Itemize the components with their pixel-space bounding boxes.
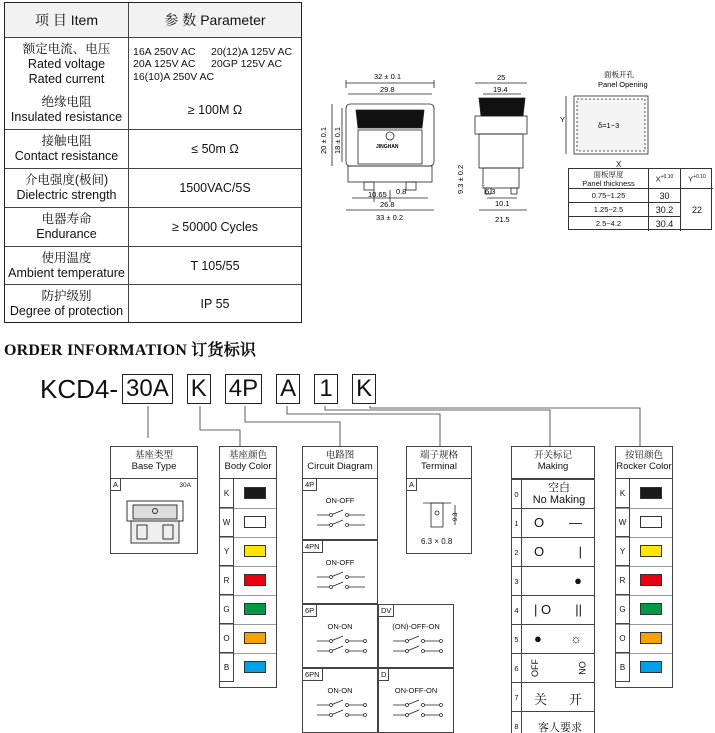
circuit-code: 4P [303,479,317,491]
front-view-drawing [312,70,472,230]
panel-x-label: X [616,160,622,169]
head-x-text: X [655,174,661,184]
color-code: Y [220,537,234,566]
circuit-option [378,604,454,668]
circuit-label: ON-OFF-ON [394,686,438,695]
dim-text: 9.3 ± 0.2 [456,164,465,194]
making-row [512,595,594,624]
making-head [512,447,594,479]
spec-row [5,129,301,168]
rocker-color-head [616,447,672,479]
spec-label-en: Contact resistance [14,149,119,163]
panel-title-cn: 面板开孔 [604,70,634,79]
circuit-cn: 电路图 [325,450,355,461]
making-sym-a: O [534,544,545,559]
dim-text: 29.8 [380,85,395,94]
making-row [512,566,594,595]
terminal-cn: 端子规格 [419,450,458,461]
color-code: R [616,566,630,595]
panel-row-thickness: 2.5~4.2 [569,217,649,231]
rated-value: 20(12)A 125V AC [211,45,293,58]
color-code: W [616,508,630,537]
making-blank-en: No Making [532,494,586,506]
making-blank-cn: 空白 [548,482,570,494]
making-sym-b: | [578,544,582,559]
spec-row-label [5,247,129,284]
making-panel [511,446,595,733]
panel-title-en: Panel Opening [598,80,648,89]
making-sym-b: — [569,515,582,530]
circuit-schematic [313,507,373,533]
color-swatch [244,603,266,615]
body-color-panel [219,446,277,688]
circuit-option [302,668,378,733]
making-sym-b: || [575,602,582,617]
panel-row-thickness: 1.25~2.5 [569,203,649,217]
making-blank [524,482,594,506]
spec-value: IP 55 [200,296,230,311]
rated-value: 16A 250V AC [133,45,196,58]
making-sym-a: ● [534,631,542,646]
order-info-title: ORDER INFORMATION 订货标识 [4,342,257,359]
dim-text: 6.3 [485,187,496,196]
color-swatch [244,516,266,528]
circuit-schematic [389,697,449,723]
base-type-en: Base Type [131,461,177,472]
spec-value: ≤ 50m Ω [191,142,239,156]
spec-header-row [5,3,301,37]
color-code: O [616,624,630,653]
spec-value: T 105/55 [190,258,240,273]
code-box-base: 30A [122,374,173,404]
color-swatch [640,487,662,499]
terminal-letter: A [407,479,417,491]
code-box-making: 1 [314,374,338,404]
circuit-en: Circuit Diagram [307,461,373,472]
making-num: 8 [512,712,522,733]
spec-table [4,2,302,323]
making-row [512,682,594,711]
color-code: W [220,508,234,537]
dim-text: 19.4 [493,85,508,94]
rated-label-cn: 额定电流、电压 [22,42,111,56]
code-box-terminal: A [276,374,300,404]
making-en: Making [537,461,569,472]
making-sym-a: OFF [530,659,540,677]
header-parameter: 参 数 Parameter [129,3,301,37]
base-type-head [111,447,197,479]
panel-table-head-thickness: 面板厚度 Panel thickness [569,169,649,189]
spec-value: ≥ 100M Ω [187,103,243,117]
spec-row [5,246,301,284]
dim-text: 10.1 [495,199,510,208]
making-row [512,479,594,508]
spec-label-en: Dielectric strength [16,188,117,202]
spec-row-label [5,285,129,322]
color-code: R [220,566,234,595]
dim-text: 25 [497,73,506,82]
rated-label-en2: Rated current [28,72,105,86]
spec-row [5,91,301,129]
panel-table-head-y: $Y^{+0.10}$ [681,169,713,189]
spec-label-cn: 绝缘电阻 [41,95,92,109]
spec-label-cn: 电器寿命 [41,212,92,226]
color-swatch [640,545,662,557]
color-code: O [220,624,234,653]
circuit-head [303,447,377,479]
rocker-color-en: Rocker Color [616,461,672,472]
base-type-cn: 基座类型 [134,450,173,461]
circuit-option [302,604,378,668]
making-sym-b: 开 [568,692,582,707]
panel-row-x: 30.2 [649,203,681,217]
circuit-label: ON-OFF [325,558,355,567]
terminal-head [407,447,471,479]
terminal-dim: 9.3 [453,512,459,521]
panel-opening-drawing [560,70,710,160]
circuit-option [302,478,378,540]
panel-row-x: 30 [649,189,681,203]
dim-text: 33 ± 0.2 [376,213,404,222]
making-custom: 客人要求 [538,722,582,733]
spec-row-label [5,130,129,168]
color-swatch [244,632,266,644]
rocker-color-cn: 按钮颜色 [624,450,663,461]
spec-label-en: Ambient temperature [8,265,125,280]
terminal-en: Terminal [421,461,457,472]
making-num: 6 [512,654,522,682]
making-sym-a: O [534,515,545,530]
color-swatch [640,632,662,644]
color-code: K [220,479,234,508]
circuit-label: ON-OFF [325,496,355,505]
color-code: B [616,653,630,682]
spec-label-en: Endurance [36,227,97,241]
spec-label-cn: 接触电阻 [41,134,92,148]
rated-label [5,38,129,91]
dim-text: 26.8 [380,200,395,209]
making-num: 7 [512,683,522,711]
panel-thickness-table [568,168,712,230]
circuit-code: D [379,669,389,681]
color-code: K [616,479,630,508]
making-sym-b: ● [574,573,582,588]
head-y-text: Y [688,174,694,184]
connector-lines [0,400,715,450]
panel-delta: δ=1~3 [598,121,620,130]
circuit-label: ON-ON [327,686,353,695]
spec-value: 1500VAC/5S [179,181,251,195]
spec-label-cn: 防护级别 [41,288,92,303]
color-swatch [640,603,662,615]
circuit-schematic [313,569,373,595]
circuit-label: ON-ON [327,622,353,631]
dim-text: 18 ± 0.1 [333,126,342,154]
circuit-label: (ON)-OFF-ON [392,622,440,631]
base-type-panel [110,446,198,554]
spec-label-en: Degree of protection [9,303,124,318]
terminal-panel [406,446,472,554]
header-item: 项 目 Item [5,3,129,37]
making-sym-a: | O [534,602,552,617]
spec-row [5,284,301,322]
color-swatch [640,516,662,528]
base-type-letter: A [111,479,121,491]
rated-value: 20A 125V AC [133,58,196,71]
panel-table-head-x: $X^{+0.10}$ [649,169,681,189]
making-row [512,508,594,537]
color-code: Y [616,537,630,566]
side-view-drawing [455,70,550,230]
making-sym-a: 关 [534,692,548,707]
spec-row-label [5,91,129,129]
base-type-label: 30A [179,482,191,489]
spec-value: ≥ 50000 Cycles [171,220,259,234]
base-type-switch-image [125,497,185,549]
dim-text: 10.65 [368,190,387,199]
color-swatch [244,574,266,586]
dim-text: 20 ± 0.1 [319,126,328,154]
terminal-size: 6.3 × 0.8 [421,537,453,546]
making-cn: 开关标记 [533,450,572,461]
code-box-circuit: 4P [225,374,262,404]
spec-label-cn: 介电强度(极间) [24,173,109,187]
panel-row-thickness: 0.75~1.25 [569,189,649,203]
panel-y: Y [560,115,566,124]
making-sym-b: ON [576,661,587,675]
making-row [512,711,594,733]
circuit-code: DV [379,605,394,617]
color-swatch [244,487,266,499]
making-num: 0 [512,480,522,508]
panel-y-value: 22 [691,205,702,215]
circuit-option [302,540,378,604]
brand-logo-text: JINGHAN [376,144,399,150]
rated-value: 16(10)A 250V AC [133,70,215,83]
body-color-head [220,447,276,479]
making-num: 3 [512,567,522,595]
dim-text: 21.5 [495,215,510,224]
spec-row-label [5,208,129,246]
code-prefix: KCD4- [40,373,119,404]
making-num: 5 [512,625,522,653]
body-color-en: Body Color [224,461,272,472]
spec-row-label [5,169,129,207]
color-swatch [640,574,662,586]
color-swatch [244,661,266,673]
terminal-drawing [421,499,461,533]
spec-row [5,207,301,246]
rated-value: 20GP 125V AC [211,58,283,71]
spec-row [5,168,301,207]
making-row [512,537,594,566]
color-swatch [640,661,662,673]
circuit-option [378,668,454,733]
making-num: 4 [512,596,522,624]
rated-values [129,38,301,91]
color-code: G [220,595,234,624]
making-num: 2 [512,538,522,566]
spec-row-rated [5,37,301,91]
spec-label-cn: 使用温度 [41,250,92,265]
making-row [512,624,594,653]
circuit-schematic [313,697,373,723]
circuit-code: 6PN [303,669,323,681]
panel-row-x: 30.4 [649,217,681,231]
body-color-cn: 基座颜色 [228,450,267,461]
circuit-code: 6P [303,605,317,617]
making-num: 1 [512,509,522,537]
color-code: B [220,653,234,682]
spec-label-en: Insulated resistance [10,110,123,124]
dim-text: 32 ± 0.1 [374,72,402,81]
color-code: G [616,595,630,624]
circuit-schematic [389,633,449,659]
rated-label-en1: Rated voltage [27,57,106,71]
circuit-schematic [313,633,373,659]
code-box-rocker-color: K [352,374,376,404]
circuit-code: 4PN [303,541,323,553]
color-swatch [244,545,266,557]
code-box-body-color: K [187,374,211,404]
rocker-color-panel [615,446,673,688]
making-sym-b: ☼ [570,631,582,646]
making-row [512,653,594,682]
dim-text: 0.8 [396,187,407,196]
